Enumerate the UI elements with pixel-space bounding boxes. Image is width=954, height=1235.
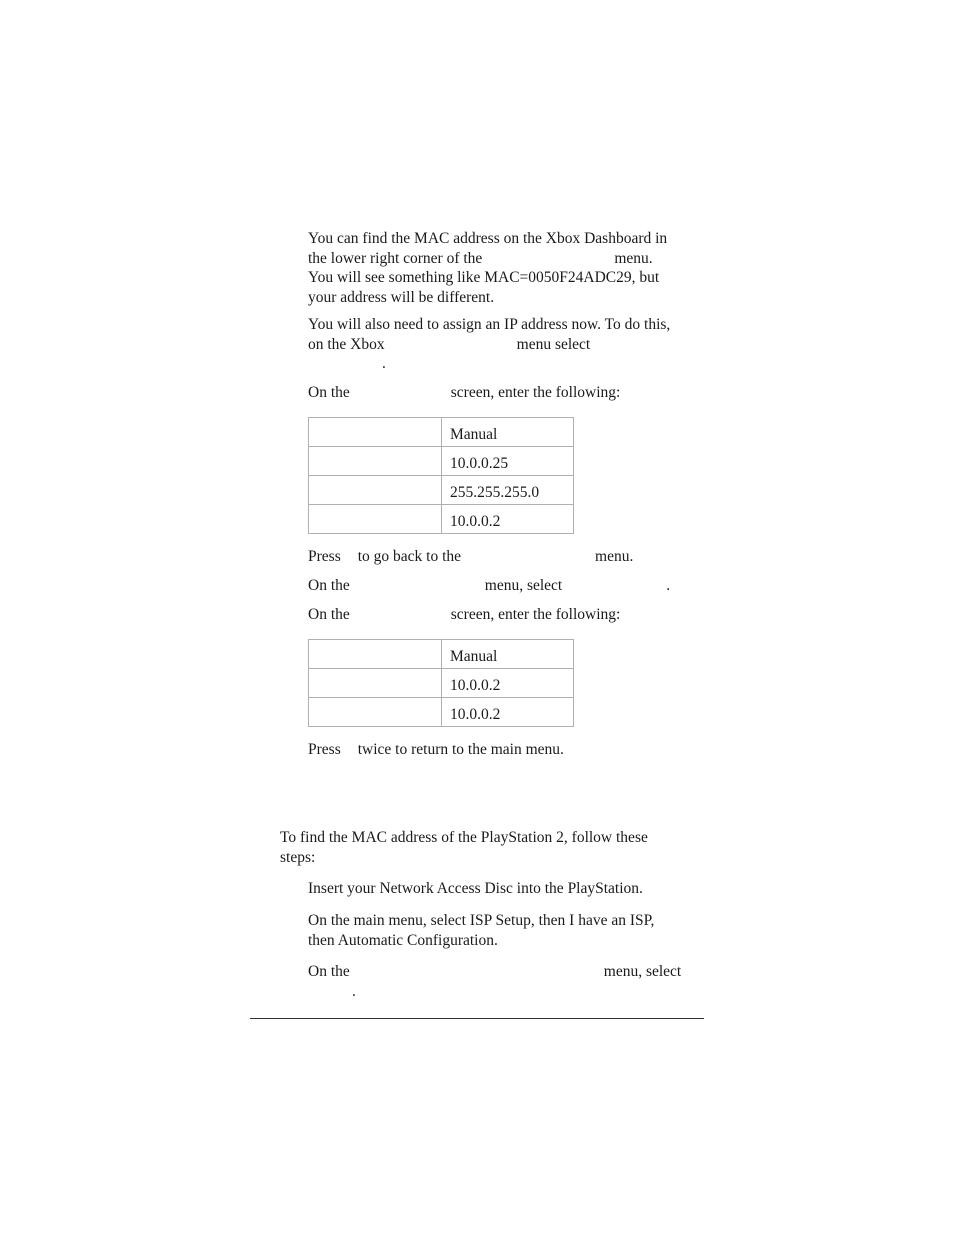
setting-value: 10.0.0.2 <box>442 698 574 727</box>
setting-label <box>309 476 442 505</box>
text-line: On the menu, select <box>308 963 682 980</box>
setting-value: 10.0.0.2 <box>442 505 574 534</box>
setting-value: Manual <box>442 418 574 447</box>
text-line: You can find the MAC address on the Xbox Dashboard in <box>308 230 668 247</box>
table-row <box>309 505 574 534</box>
text-line: on the Xbox menu select <box>308 335 591 353</box>
table-row <box>309 476 574 505</box>
text-line: your address will be different. <box>308 288 495 306</box>
setting-label <box>309 669 442 698</box>
ps2-step-select <box>308 962 681 1001</box>
table-row <box>309 698 574 727</box>
text-line: the lower right corner of the menu. <box>308 249 653 267</box>
dns-settings-instruction: On the screen, enter the following: <box>308 606 621 623</box>
text-line: You will also need to assign an IP address now. To do this, <box>308 316 671 333</box>
setting-label <box>309 418 442 447</box>
setting-value: 255.255.255.0 <box>442 476 574 505</box>
footer-divider <box>250 1018 704 1019</box>
table-row <box>309 447 574 476</box>
ps2-intro-paragraph <box>280 828 648 867</box>
text-line: . <box>352 982 356 1000</box>
setting-label <box>309 698 442 727</box>
text-line: You will see something like MAC=0050F24ADC29, but <box>308 269 660 286</box>
press-back-instruction: Press to go back to the menu. <box>308 548 634 565</box>
table-row <box>309 640 574 669</box>
select-dns-instruction: On the menu, select . <box>308 577 671 594</box>
setting-label <box>309 640 442 669</box>
dns-settings-table <box>308 639 574 727</box>
text-line: then Automatic Configuration. <box>308 931 498 949</box>
setting-value: 10.0.0.25 <box>442 447 574 476</box>
setting-label <box>309 447 442 476</box>
setting-value: 10.0.0.2 <box>442 669 574 698</box>
setting-label <box>309 505 442 534</box>
table-row <box>309 418 574 447</box>
xbox-mac-paragraph <box>308 229 667 307</box>
ps2-step-isp-setup <box>308 911 654 950</box>
text-line: . <box>382 355 386 372</box>
setting-value: Manual <box>442 640 574 669</box>
ps2-step-insert-disc: Insert your Network Access Disc into the PlayStation. <box>308 880 643 897</box>
xbox-settings-instruction: On the screen, enter the following: <box>308 384 621 401</box>
table-row <box>309 669 574 698</box>
text-line: On the main menu, select ISP Setup, then I have an ISP, <box>308 912 655 929</box>
press-return-instruction: Press twice to return to the main menu. <box>308 741 564 758</box>
text-line: To find the MAC address of the PlayStation 2, follow these <box>280 829 648 846</box>
ip-settings-table <box>308 417 574 534</box>
xbox-ip-paragraph <box>308 315 670 374</box>
text-line: steps: <box>280 848 316 866</box>
